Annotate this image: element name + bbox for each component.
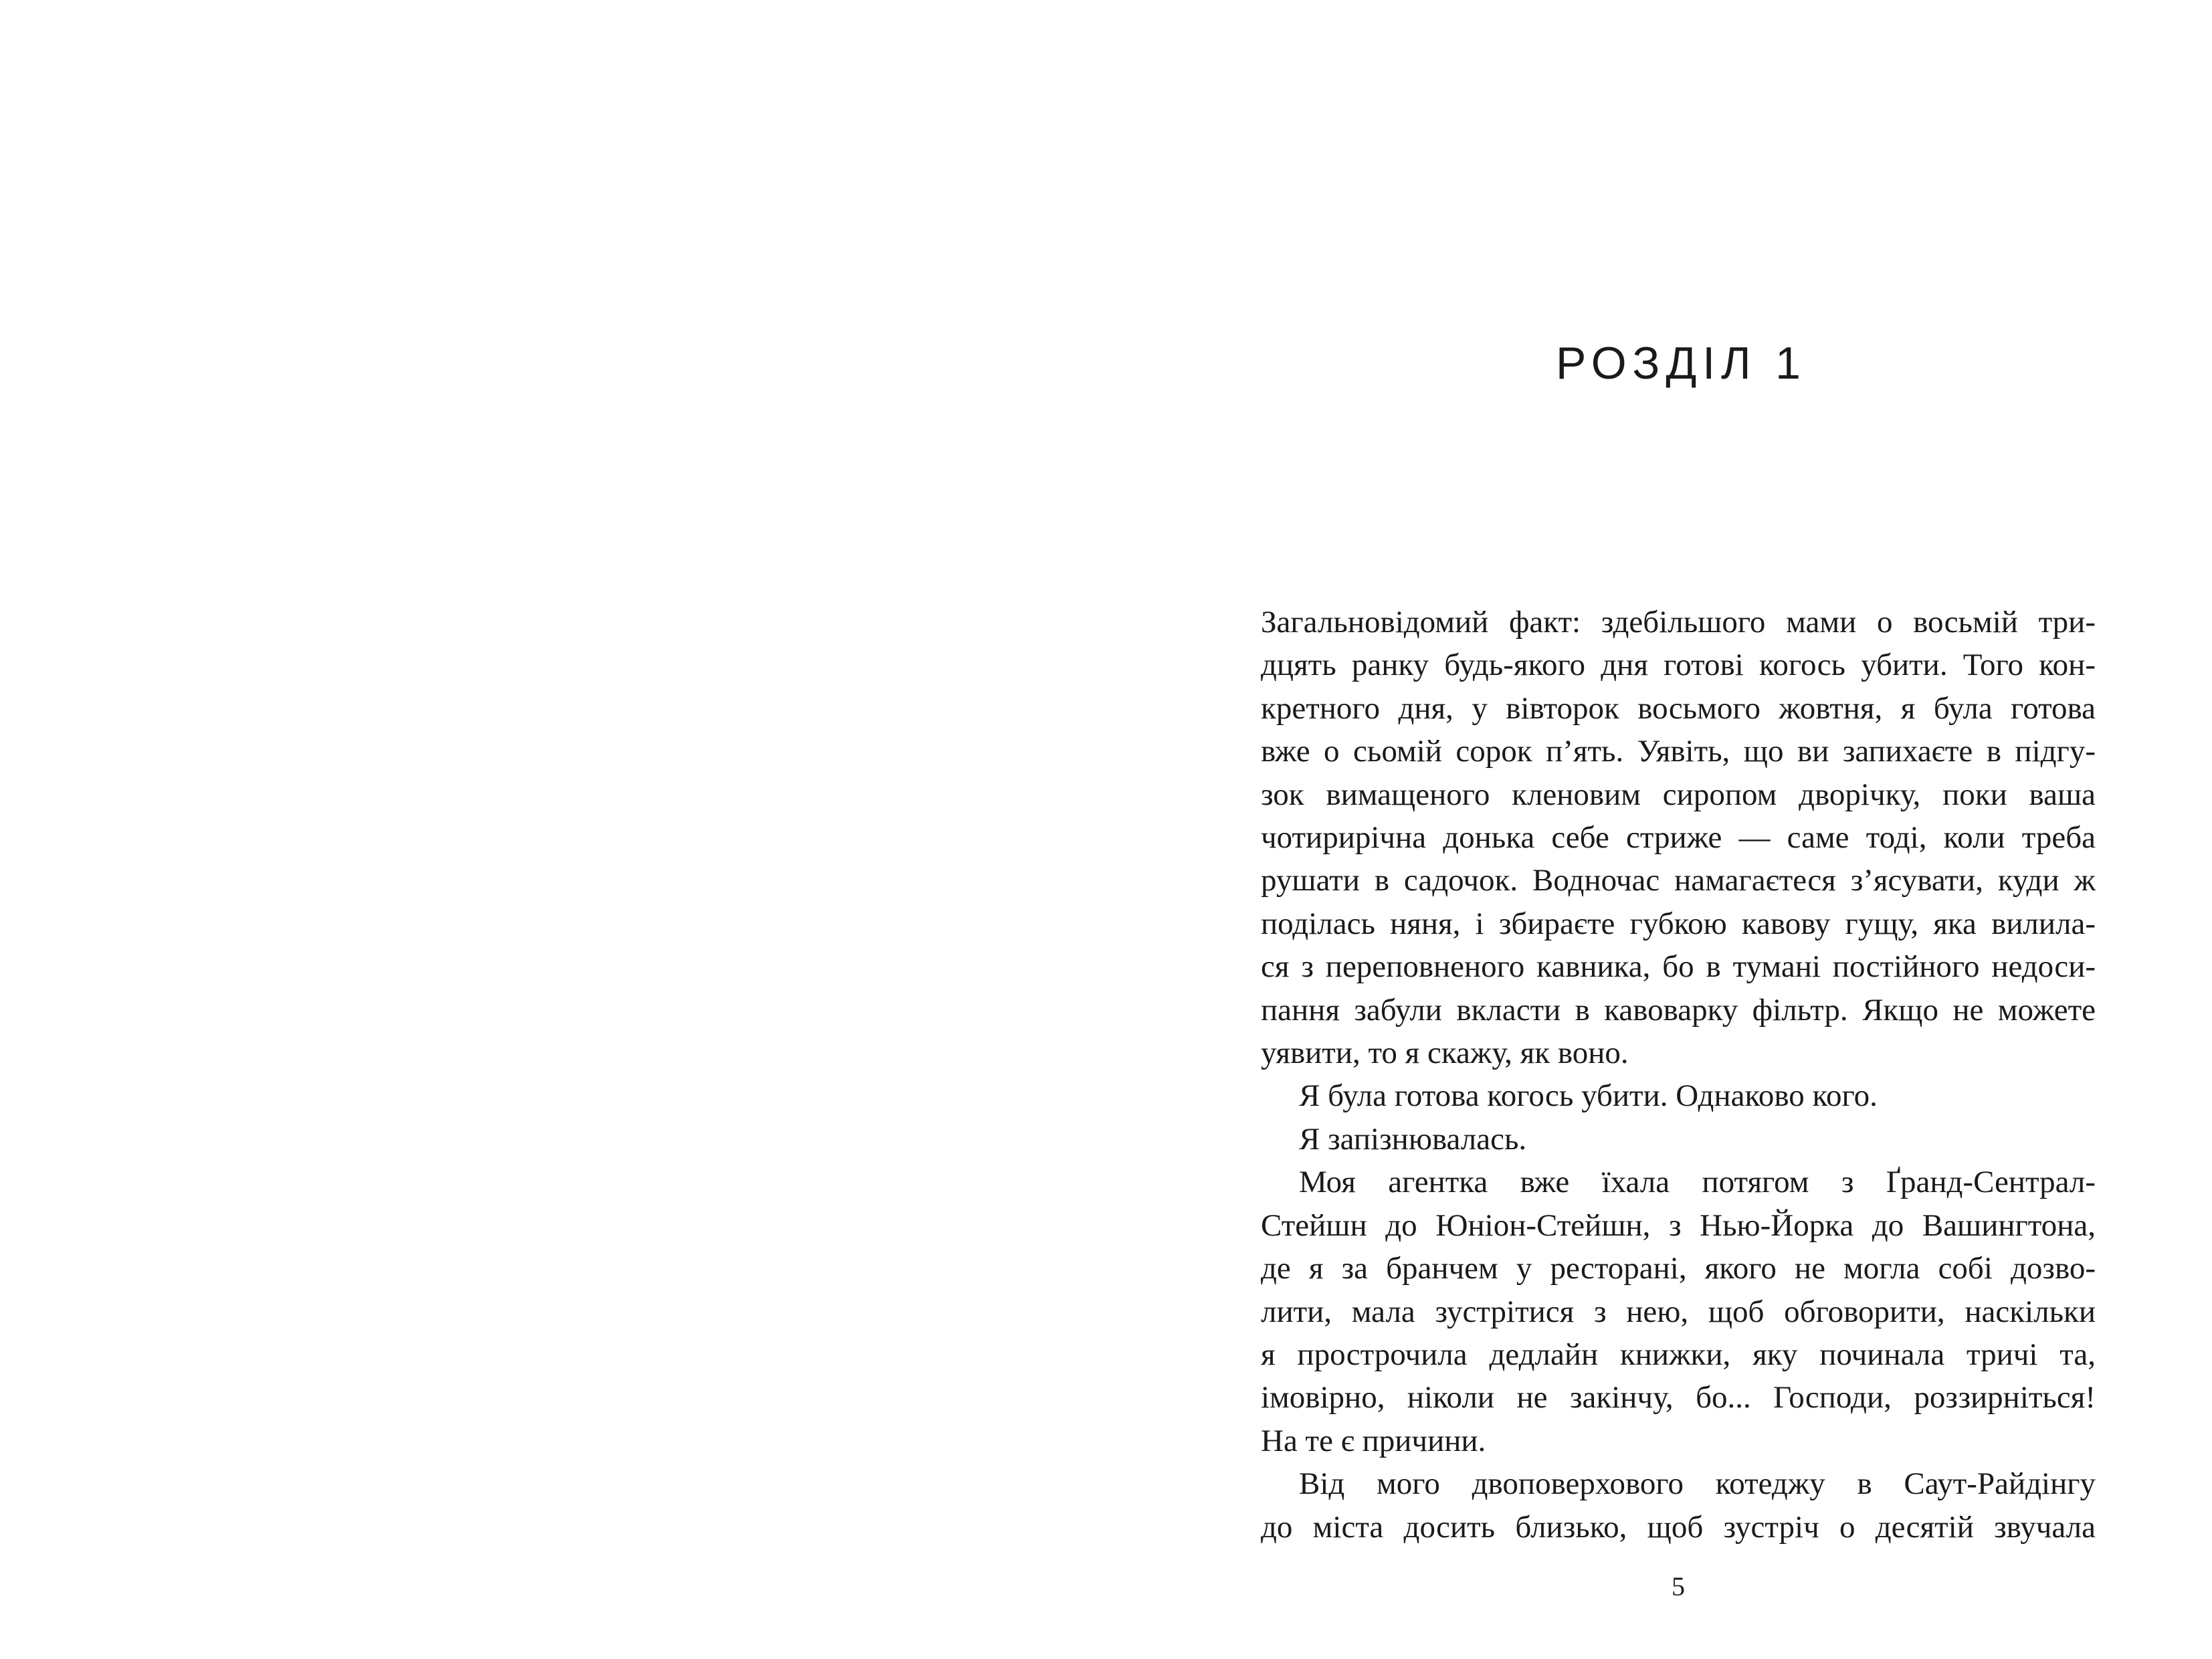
text-line: пання забули вкласти в кавоварку фільтр. Якщо не можете: [1261, 992, 2096, 1028]
text-line: де я за бранчем у ресторані, якого не могла собі дозво-: [1261, 1251, 2096, 1286]
text-line: вже о сьомій сорок п’ять. Уявіть, що ви запихаєте в підгу-: [1261, 734, 2096, 769]
chapter-title: РОЗДІЛ 1: [1556, 338, 1807, 389]
text-line: Стейшн до Юніон-Стейшн, з Нью-Йорка до Вашингтона,: [1261, 1207, 2096, 1243]
text-line: Я була готова когось убити. Однаково кого.: [1299, 1078, 1878, 1114]
text-line: лити, мала зустрітися з нею, щоб обговорити, наскільки: [1261, 1294, 2096, 1329]
page-number: 5: [1672, 1571, 1685, 1601]
text-line: На те є причини.: [1261, 1423, 1486, 1458]
text-line: я прострочила дедлайн книжки, яку починала тричі та,: [1261, 1337, 2096, 1372]
text-line: Загальновідомий факт: здебільшого мами о восьмій три-: [1261, 605, 2096, 640]
text-line: до міста досить близько, щоб зустріч о десятій звучала: [1261, 1509, 2096, 1545]
text-line: Від мого двоповерхового котеджу в Саут-Райдінгу: [1299, 1466, 2096, 1502]
text-line: ся з переповненого кавника, бо в тумані постійного недоси-: [1261, 949, 2096, 985]
text-line: уявити, то я скажу, як воно.: [1261, 1036, 1629, 1071]
text-line: Моя агентка вже їхала потягом з Ґранд-Сентрал-: [1299, 1165, 2096, 1200]
text-line: чотирирічна донька себе стриже — саме тоді, коли треба: [1261, 820, 2096, 856]
text-line: зок вимащеного кленовим сиропом дворічку, поки ваша: [1261, 777, 2096, 812]
text-line: кретного дня, у вівторок восьмого жовтня, я була готова: [1261, 690, 2096, 726]
text-line: імовірно, ніколи не закінчу, бо... Господи, роззирніться!: [1261, 1380, 2096, 1416]
body-text: [1261, 601, 2096, 1549]
text-line: рушати в садочок. Водночас намагаєтеся з’ясувати, куди ж: [1261, 863, 2096, 898]
text-line: дцять ранку будь-якого дня готові когось убити. Того кон-: [1261, 648, 2096, 683]
text-line: Я запізнювалась.: [1299, 1121, 1527, 1157]
text-line: поділась няня, і збираєте губкою кавову гущу, яка вилила-: [1261, 906, 2096, 941]
